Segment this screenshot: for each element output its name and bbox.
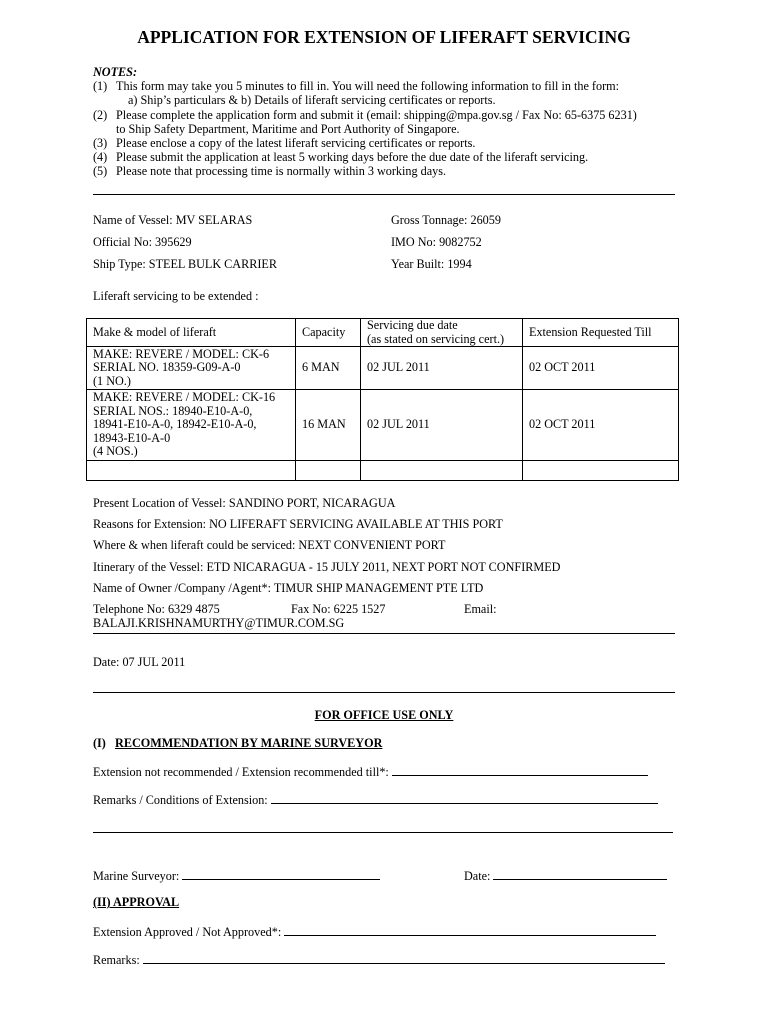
notes-heading: NOTES: (93, 65, 138, 79)
make-line: (1 NO.) (93, 373, 131, 388)
header-due-date-line2: (as stated on servicing cert.) (367, 331, 505, 346)
cell-due-date: 02 JUL 2011 (361, 390, 523, 461)
final-remarks-field[interactable] (143, 952, 665, 964)
cell-capacity: 16 MAN (296, 390, 361, 461)
cell-make-model (87, 347, 296, 390)
header-due-date-line1: Servicing due date (367, 318, 458, 332)
vessel-itinerary: Itinerary of the Vessel: ETD NICARAGUA - 15 JULY 2011, NEXT PORT NOT CONFIRMED (93, 560, 561, 574)
make-line: MAKE: REVERE / MODEL: CK-6 (93, 346, 270, 361)
cell-extension-till: 02 OCT 2011 (523, 347, 679, 390)
make-line: MAKE: REVERE / MODEL: CK-16 (93, 390, 276, 405)
table-row (87, 347, 679, 390)
cell-empty (87, 461, 296, 481)
note-item (93, 150, 637, 164)
office-use-heading: FOR OFFICE USE ONLY (314, 708, 454, 722)
official-number: Official No: 395629 (93, 235, 192, 249)
note-text: Please submit the application at least 5 working days before the due date of the liferaft servicing. (116, 150, 589, 165)
approval-row (93, 924, 656, 940)
marine-surveyor-row (93, 868, 380, 884)
recommendation-heading (93, 736, 382, 751)
note-item (93, 79, 637, 93)
approval-field[interactable] (284, 924, 656, 936)
approval-label: Extension Approved / Not Approved*: (93, 925, 282, 939)
service-location: Where & when liferaft could be serviced: NEXT CONVENIENT PORT (93, 538, 446, 552)
approval-heading: (II) APPROVAL (93, 895, 180, 909)
note-text: a) Ship’s particulars & b) Details of liferaft servicing certificates or reports. (128, 93, 496, 108)
note-continuation (93, 122, 637, 136)
surveyor-date-row (464, 868, 667, 884)
cell-empty (523, 461, 679, 481)
make-line: 18941-E10-A-0, 18942-E10-A-0, (93, 417, 257, 432)
extension-recommendation-row (93, 764, 648, 780)
make-line: (4 NOS.) (93, 444, 138, 459)
remarks-conditions-field-line2[interactable] (93, 832, 673, 833)
year-built: Year Built: 1994 (391, 257, 472, 271)
extension-recommendation-field[interactable] (392, 764, 648, 776)
final-remarks-row (93, 952, 665, 968)
marine-surveyor-label: Marine Surveyor: (93, 869, 180, 883)
cell-due-date: 02 JUL 2011 (361, 347, 523, 390)
note-item (93, 136, 637, 150)
cell-capacity: 6 MAN (296, 347, 361, 390)
form-title: APPLICATION FOR EXTENSION OF LIFERAFT SERVICING (137, 27, 631, 47)
note-text: to Ship Safety Department, Maritime and Port Authority of Singapore. (116, 121, 460, 136)
header-due-date (361, 319, 523, 347)
surveyor-date-field[interactable] (493, 868, 667, 880)
owner-name: Name of Owner /Company /Agent*: TIMUR SHIP MANAGEMENT PTE LTD (93, 581, 484, 595)
liferaft-table (86, 318, 679, 481)
telephone-number: Telephone No: 6329 4875 (93, 602, 220, 616)
header-extension-till: Extension Requested Till (523, 319, 679, 347)
email-label: Email: (464, 602, 497, 616)
cell-extension-till: 02 OCT 2011 (523, 390, 679, 461)
remarks-conditions-label: Remarks / Conditions of Extension: (93, 793, 268, 807)
make-line: 18943-E10-A-0 (93, 430, 171, 445)
gross-tonnage: Gross Tonnage: 26059 (391, 213, 501, 227)
recommendation-number: (I) (93, 736, 106, 750)
vessel-name: Name of Vessel: MV SELARAS (93, 213, 253, 227)
table-row (87, 390, 679, 461)
note-number: (5) (93, 164, 108, 179)
table-row-empty (87, 461, 679, 481)
final-remarks-label: Remarks: (93, 953, 140, 967)
remarks-conditions-row (93, 792, 658, 808)
header-make-model: Make & model of liferaft (87, 319, 296, 347)
application-date: Date: 07 JUL 2011 (93, 655, 186, 669)
surveyor-date-label: Date: (464, 869, 491, 883)
cell-empty (361, 461, 523, 481)
remarks-conditions-field[interactable] (271, 792, 658, 804)
email-address: BALAJI.KRISHNAMURTHY@TIMUR.COM.SG (93, 616, 345, 630)
liferaft-intro: Liferaft servicing to be extended : (93, 289, 259, 303)
section-divider (93, 194, 675, 195)
note-continuation (93, 93, 637, 107)
extension-recommendation-label: Extension not recommended / Extension recommended till*: (93, 765, 389, 779)
cell-empty (296, 461, 361, 481)
marine-surveyor-field[interactable] (182, 868, 380, 880)
fax-number: Fax No: 6225 1527 (291, 602, 386, 616)
extension-reasons: Reasons for Extension: NO LIFERAFT SERVICING AVAILABLE AT THIS PORT (93, 517, 503, 531)
note-text: Please note that processing time is normally within 3 working days. (116, 164, 447, 179)
ship-type: Ship Type: STEEL BULK CARRIER (93, 257, 277, 271)
note-number: (1) (93, 79, 108, 94)
table-header-row (87, 319, 679, 347)
note-text: Please enclose a copy of the latest liferaft servicing certificates or reports. (116, 136, 476, 151)
note-text: This form may take you 5 minutes to fill in. You will need the following information to fill in the form: (116, 79, 620, 94)
header-capacity: Capacity (296, 319, 361, 347)
recommendation-title: RECOMMENDATION BY MARINE SURVEYOR (115, 736, 383, 750)
section-divider (93, 692, 675, 693)
note-item (93, 164, 637, 178)
notes-section (93, 65, 637, 179)
make-line: SERIAL NO. 18359-G09-A-0 (93, 360, 241, 375)
note-number: (4) (93, 150, 108, 165)
make-line: SERIAL NOS.: 18940-E10-A-0, (93, 403, 253, 418)
note-number: (2) (93, 107, 108, 122)
note-number: (3) (93, 136, 108, 151)
cell-make-model (87, 390, 296, 461)
imo-number: IMO No: 9082752 (391, 235, 482, 249)
section-divider (93, 633, 675, 634)
vessel-location: Present Location of Vessel: SANDINO PORT, NICARAGUA (93, 496, 396, 510)
note-item (93, 108, 637, 122)
note-text: Please complete the application form and submit it (email: shipping@mpa.gov.sg / Fax No: 65-6375 6231) (116, 107, 637, 122)
